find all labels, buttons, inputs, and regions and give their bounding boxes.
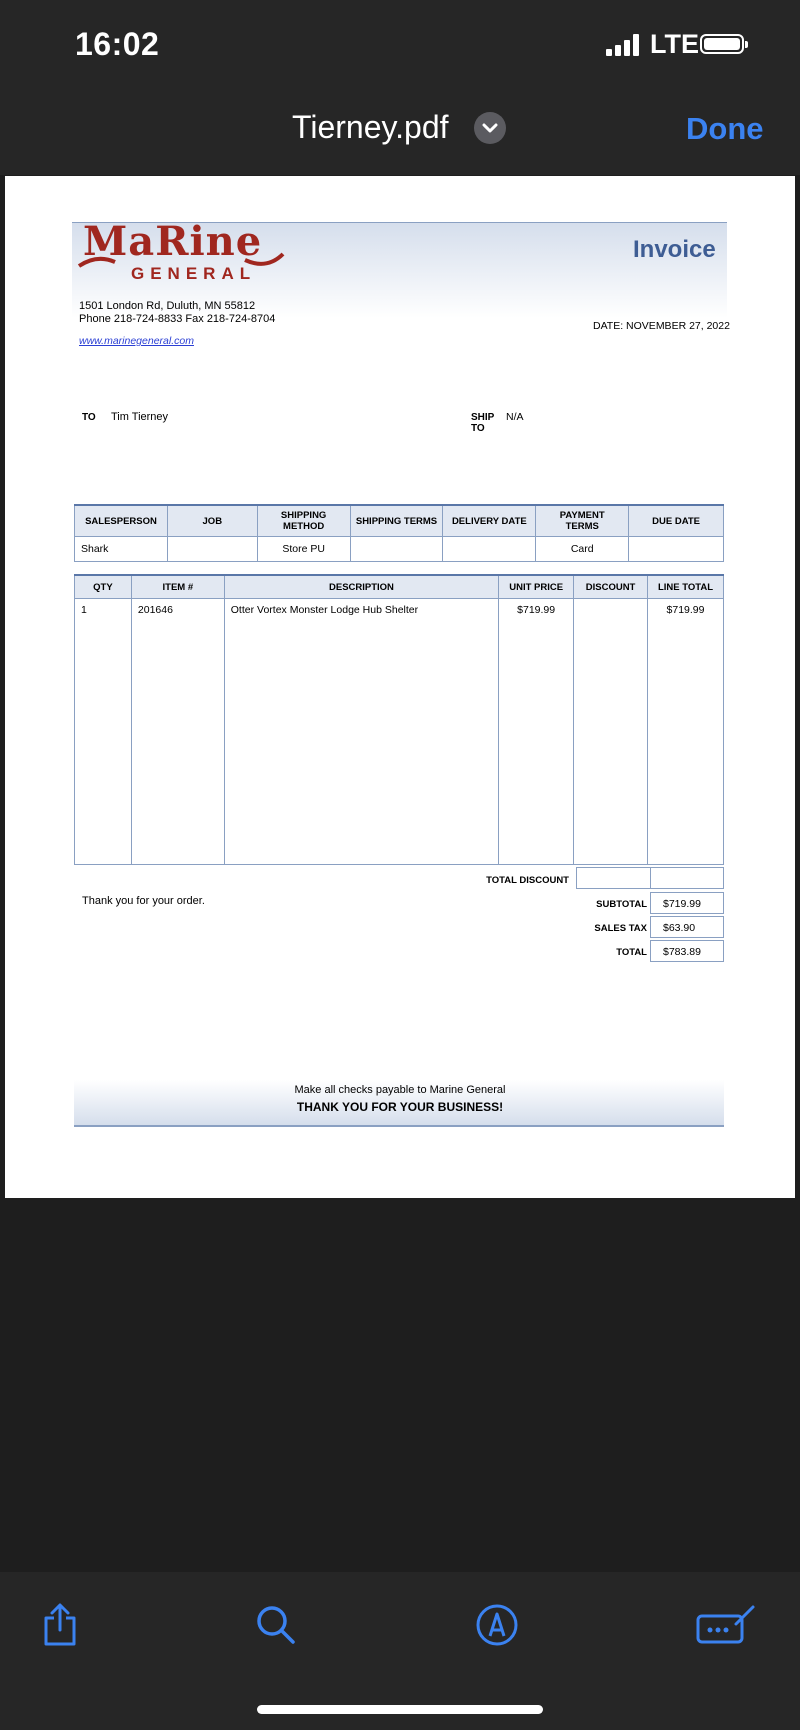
items-header-row xyxy=(75,575,724,599)
header-description: DESCRIPTION xyxy=(224,575,498,599)
cell-qty: 1 xyxy=(75,599,132,865)
total-value: $783.89 xyxy=(650,940,724,962)
header-payment-terms: PAYMENT TERMS xyxy=(536,505,629,537)
company-website-link[interactable]: www.marinegeneral.com xyxy=(79,335,194,347)
done-button[interactable]: Done xyxy=(686,111,764,146)
header-line-total: LINE TOTAL xyxy=(648,575,724,599)
cell-due-date xyxy=(629,537,724,562)
share-icon[interactable] xyxy=(40,1602,80,1648)
company-logo: MaRine xyxy=(83,218,263,265)
header-qty: QTY xyxy=(75,575,132,599)
status-bar xyxy=(0,0,800,95)
header-item-number: ITEM # xyxy=(131,575,224,599)
thank-you-business: THANK YOU FOR YOUR BUSINESS! xyxy=(296,1100,504,1114)
subtotal-value: $719.99 xyxy=(650,892,724,914)
ship-to-value: N/A xyxy=(506,411,524,423)
cell-discount xyxy=(574,599,648,865)
company-address: 1501 London Rd, Duluth, MN 55812 xyxy=(79,300,256,312)
to-value: Tim Tierney xyxy=(111,411,169,423)
signal-icon xyxy=(606,34,642,56)
network-type: LTE xyxy=(650,29,699,59)
cell-item-number: 201646 xyxy=(131,599,224,865)
company-logo-sub: GENERAL xyxy=(131,264,257,283)
ship-label-line2: TO xyxy=(471,423,485,434)
total-discount-box xyxy=(576,867,724,889)
sales-tax-label: SALES TAX xyxy=(594,923,647,934)
signature-icon[interactable] xyxy=(696,1602,758,1646)
header-job: JOB xyxy=(167,505,257,537)
cell-unit-price: $719.99 xyxy=(499,599,574,865)
total-label: TOTAL xyxy=(616,947,647,958)
invoice-date: DATE: NOVEMBER 27, 2022 xyxy=(593,320,730,332)
cell-salesperson: Shark xyxy=(75,537,168,562)
total-discount-label: TOTAL DISCOUNT xyxy=(486,875,569,886)
sales-header-row xyxy=(75,505,724,537)
nav-bar xyxy=(0,95,800,175)
battery-icon xyxy=(700,34,744,54)
cell-payment-terms: Card xyxy=(536,537,629,562)
cell-shipping-terms xyxy=(350,537,443,562)
document-title[interactable]: Tierney.pdf xyxy=(292,109,449,145)
cell-description: Otter Vortex Monster Lodge Hub Shelter xyxy=(224,599,498,865)
table-row xyxy=(75,599,724,865)
sales-info-table xyxy=(74,504,724,562)
home-indicator[interactable] xyxy=(257,1705,543,1714)
cell-line-total: $719.99 xyxy=(648,599,724,865)
to-label: TO xyxy=(82,412,96,423)
header-discount: DISCOUNT xyxy=(574,575,648,599)
invoice-title: Invoice xyxy=(633,236,716,263)
ship-to-label xyxy=(471,412,494,434)
ship-label-line1: SHIP xyxy=(471,412,495,423)
sales-tax-value: $63.90 xyxy=(650,916,724,938)
line-items-table xyxy=(74,574,724,865)
pdf-page[interactable] xyxy=(5,176,795,1198)
cell-job xyxy=(167,537,257,562)
header-unit-price: UNIT PRICE xyxy=(499,575,574,599)
thanks-note: Thank you for your order. xyxy=(82,895,205,907)
search-icon[interactable] xyxy=(255,1604,297,1646)
cell-delivery-date xyxy=(443,537,536,562)
header-shipping-terms: SHIPPING TERMS xyxy=(350,505,443,537)
checks-note: Make all checks payable to Marine General xyxy=(294,1084,506,1096)
header-shipping-method: SHIPPING METHOD xyxy=(257,505,350,537)
status-time: 16:02 xyxy=(75,26,160,62)
sales-data-row xyxy=(75,537,724,562)
header-salesperson: SALESPERSON xyxy=(75,505,168,537)
markup-icon[interactable] xyxy=(475,1603,519,1647)
header-due-date: DUE DATE xyxy=(629,505,724,537)
cell-shipping-method: Store PU xyxy=(257,537,350,562)
chevron-down-icon[interactable] xyxy=(474,112,506,144)
header-delivery-date: DELIVERY DATE xyxy=(443,505,536,537)
company-phone: Phone 218-724-8833 Fax 218-724-8704 xyxy=(79,313,276,325)
subtotal-label: SUBTOTAL xyxy=(596,899,647,910)
